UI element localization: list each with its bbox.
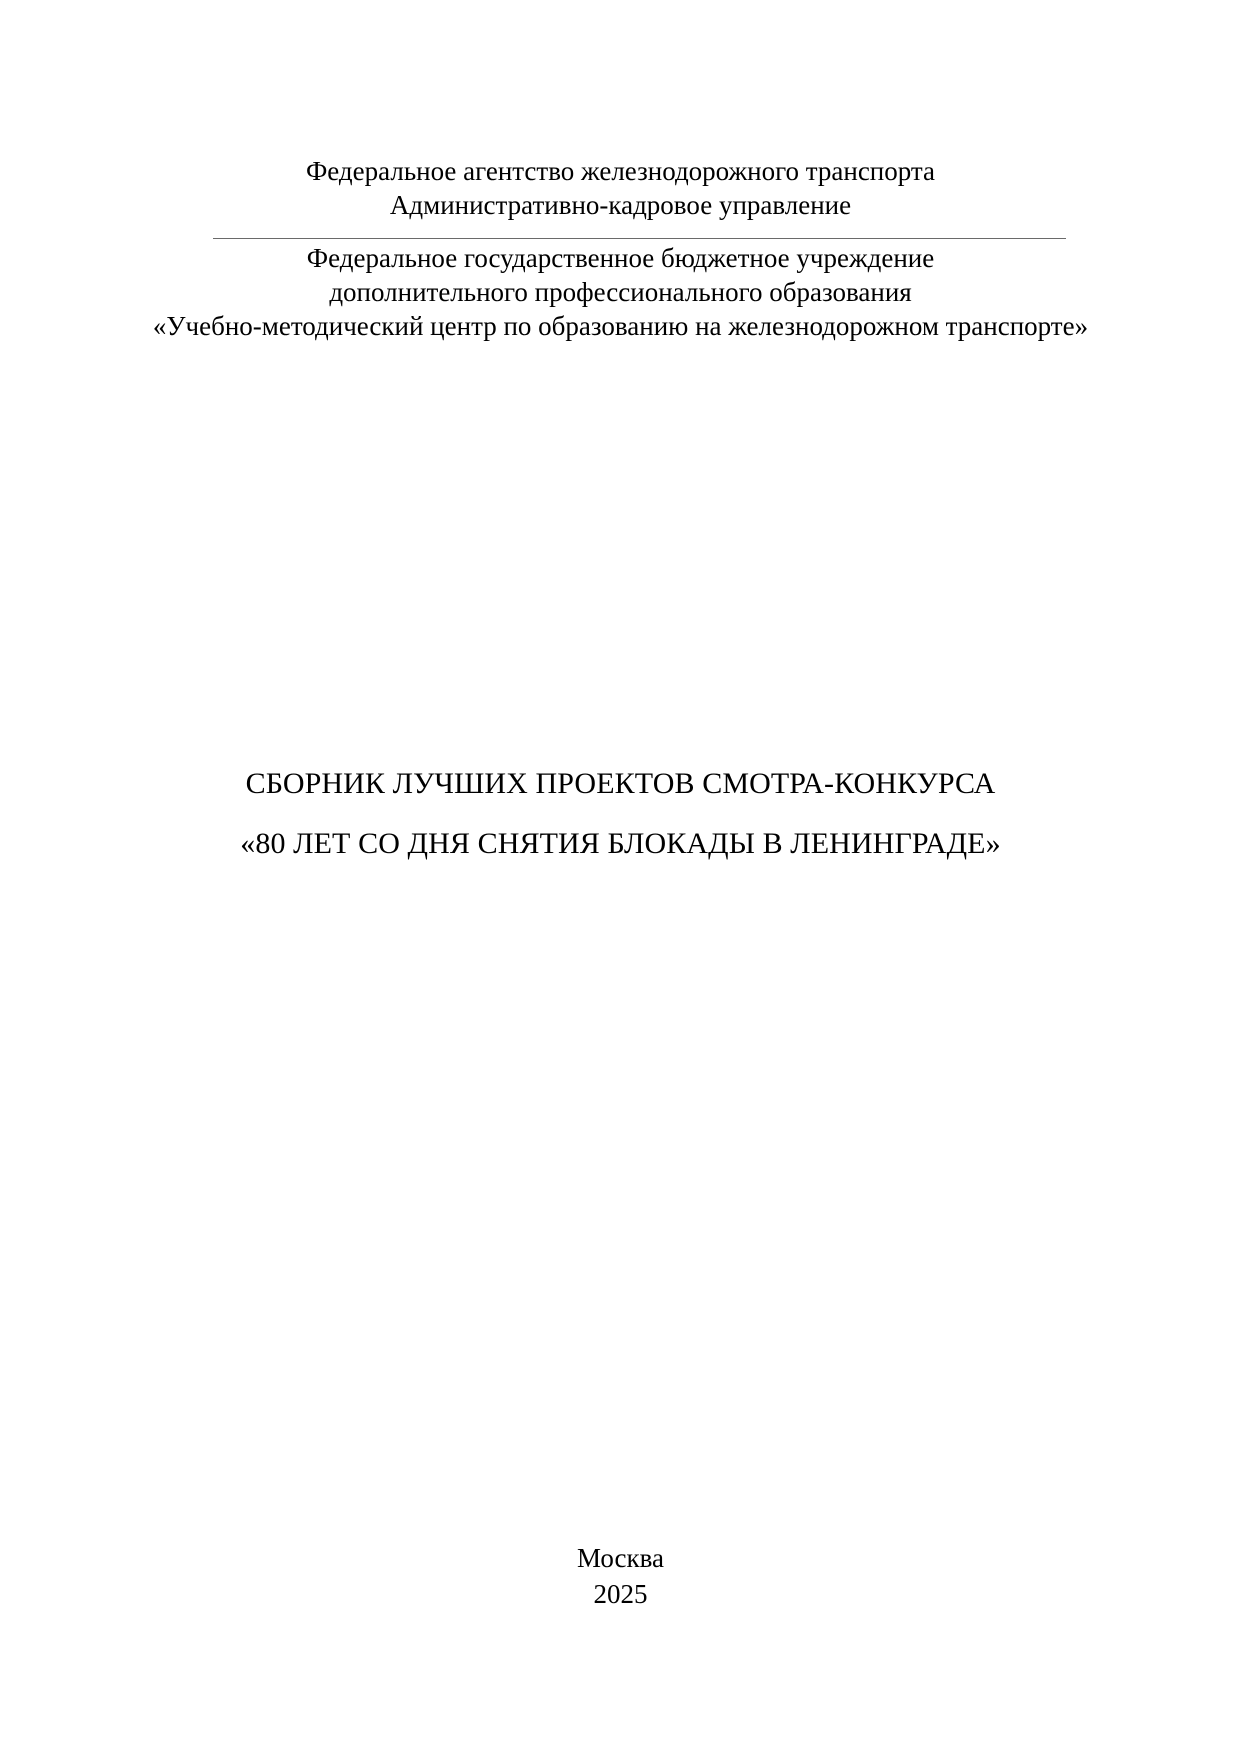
institution-line-3: «Учебно-методический центр по образованию на железнодорожном транспорте» (152, 311, 1089, 341)
institution-line-1: Федеральное государственное бюджетное учреждение (306, 243, 935, 273)
document-title-line-1: СБОРНИК ЛУЧШИХ ПРОЕКТОВ СМОТРА-КОНКУРСА (245, 767, 996, 800)
department-name: Административно-кадровое управление (389, 190, 852, 220)
header-divider (213, 238, 1066, 239)
institution-line-2: дополнительного профессионального образования (329, 277, 912, 307)
publication-year: 2025 (593, 1579, 648, 1609)
agency-name: Федеральное агентство железнодорожного транспорта (305, 156, 936, 186)
publication-city: Москва (577, 1543, 664, 1573)
document-title-line-2: «80 ЛЕТ СО ДНЯ СНЯТИЯ БЛОКАДЫ В ЛЕНИНГРАДЕ» (240, 827, 1001, 860)
